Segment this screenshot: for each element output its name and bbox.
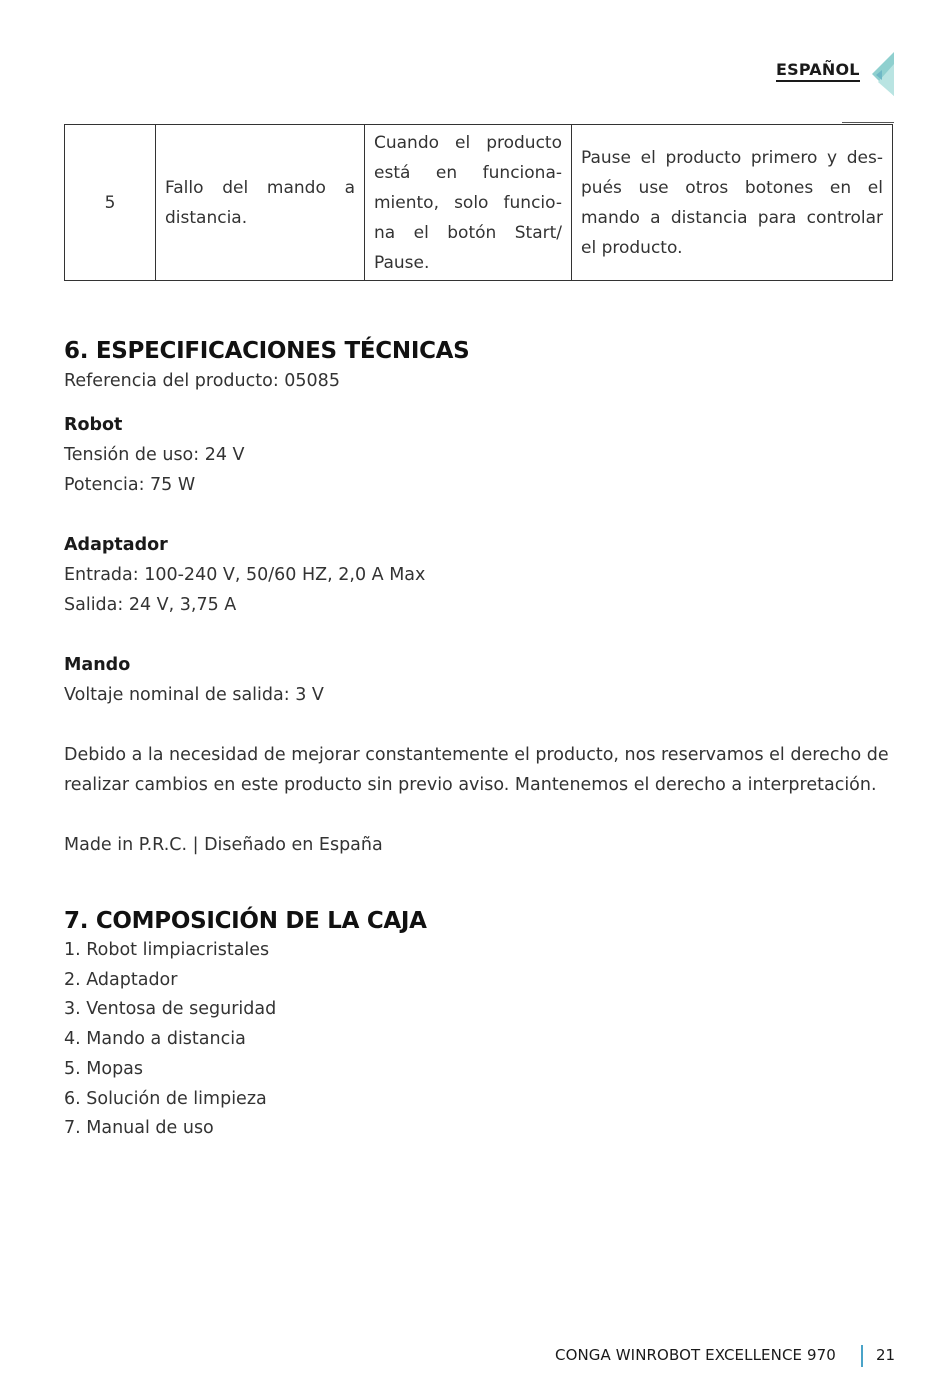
row-number-cell: 5 xyxy=(65,125,156,281)
origin-line: Made in P.R.C. | Diseñado en España xyxy=(64,835,383,855)
robot-power: Potencia: 75 W xyxy=(64,475,196,495)
remote-voltage: Voltaje nominal de salida: 3 V xyxy=(64,685,324,705)
box-items-list xyxy=(64,936,896,1144)
list-item: 4. Mando a distancia xyxy=(64,1029,246,1050)
product-reference: Referencia del producto: 05085 xyxy=(64,371,340,391)
list-item: 3. Ventosa de seguridad xyxy=(64,999,277,1020)
box-title: 7. COMPOSICIÓN DE LA CAJA xyxy=(64,908,427,934)
notice-paragraph: Debido a la necesidad de mejorar constantemente el producto, nos reservamos el derecho de realizar cambios en este producto sin previo aviso. Mantenemos el derecho a interpretación. xyxy=(64,745,889,795)
cause-cell: Cuando el producto está en funciona-miento, solo funcio-na el botón Start/ Pause. xyxy=(365,125,572,281)
header-rule xyxy=(842,122,894,123)
adapter-output: Salida: 24 V, 3,75 A xyxy=(64,595,237,615)
adapter-heading: Adaptador xyxy=(64,535,168,555)
list-item: 7. Manual de uso xyxy=(64,1118,214,1139)
remote-heading: Mando xyxy=(64,655,131,675)
footer-product-name: CONGA WINROBOT EXCELLENCE 970 xyxy=(555,1346,836,1364)
list-item: 2. Adaptador xyxy=(64,969,178,990)
fault-cell: Fallo del mando a distancia. xyxy=(156,125,365,281)
table-row xyxy=(65,125,893,281)
robot-heading: Robot xyxy=(64,415,123,435)
solution-cell: Pause el producto primero y des-pués use otros botones en el mando a distancia para controlar el producto. xyxy=(572,125,893,281)
troubleshooting-table xyxy=(64,124,893,281)
robot-voltage: Tensión de uso: 24 V xyxy=(64,445,245,465)
specs-title: 6. ESPECIFICACIONES TÉCNICAS xyxy=(64,338,470,364)
list-item: 6. Solución de limpieza xyxy=(64,1088,267,1109)
footer-separator xyxy=(861,1345,863,1367)
list-item: 5. Mopas xyxy=(64,1058,144,1079)
main-content xyxy=(64,336,896,1144)
adapter-input: Entrada: 100-240 V, 50/60 HZ, 2,0 A Max xyxy=(64,565,426,585)
language-tag: ESPAÑOL xyxy=(776,60,860,82)
page-footer xyxy=(555,1343,895,1371)
list-item: 1. Robot limpiacristales xyxy=(64,940,270,960)
triangle-ornament-icon xyxy=(866,50,896,98)
page-number: 21 xyxy=(876,1346,896,1364)
